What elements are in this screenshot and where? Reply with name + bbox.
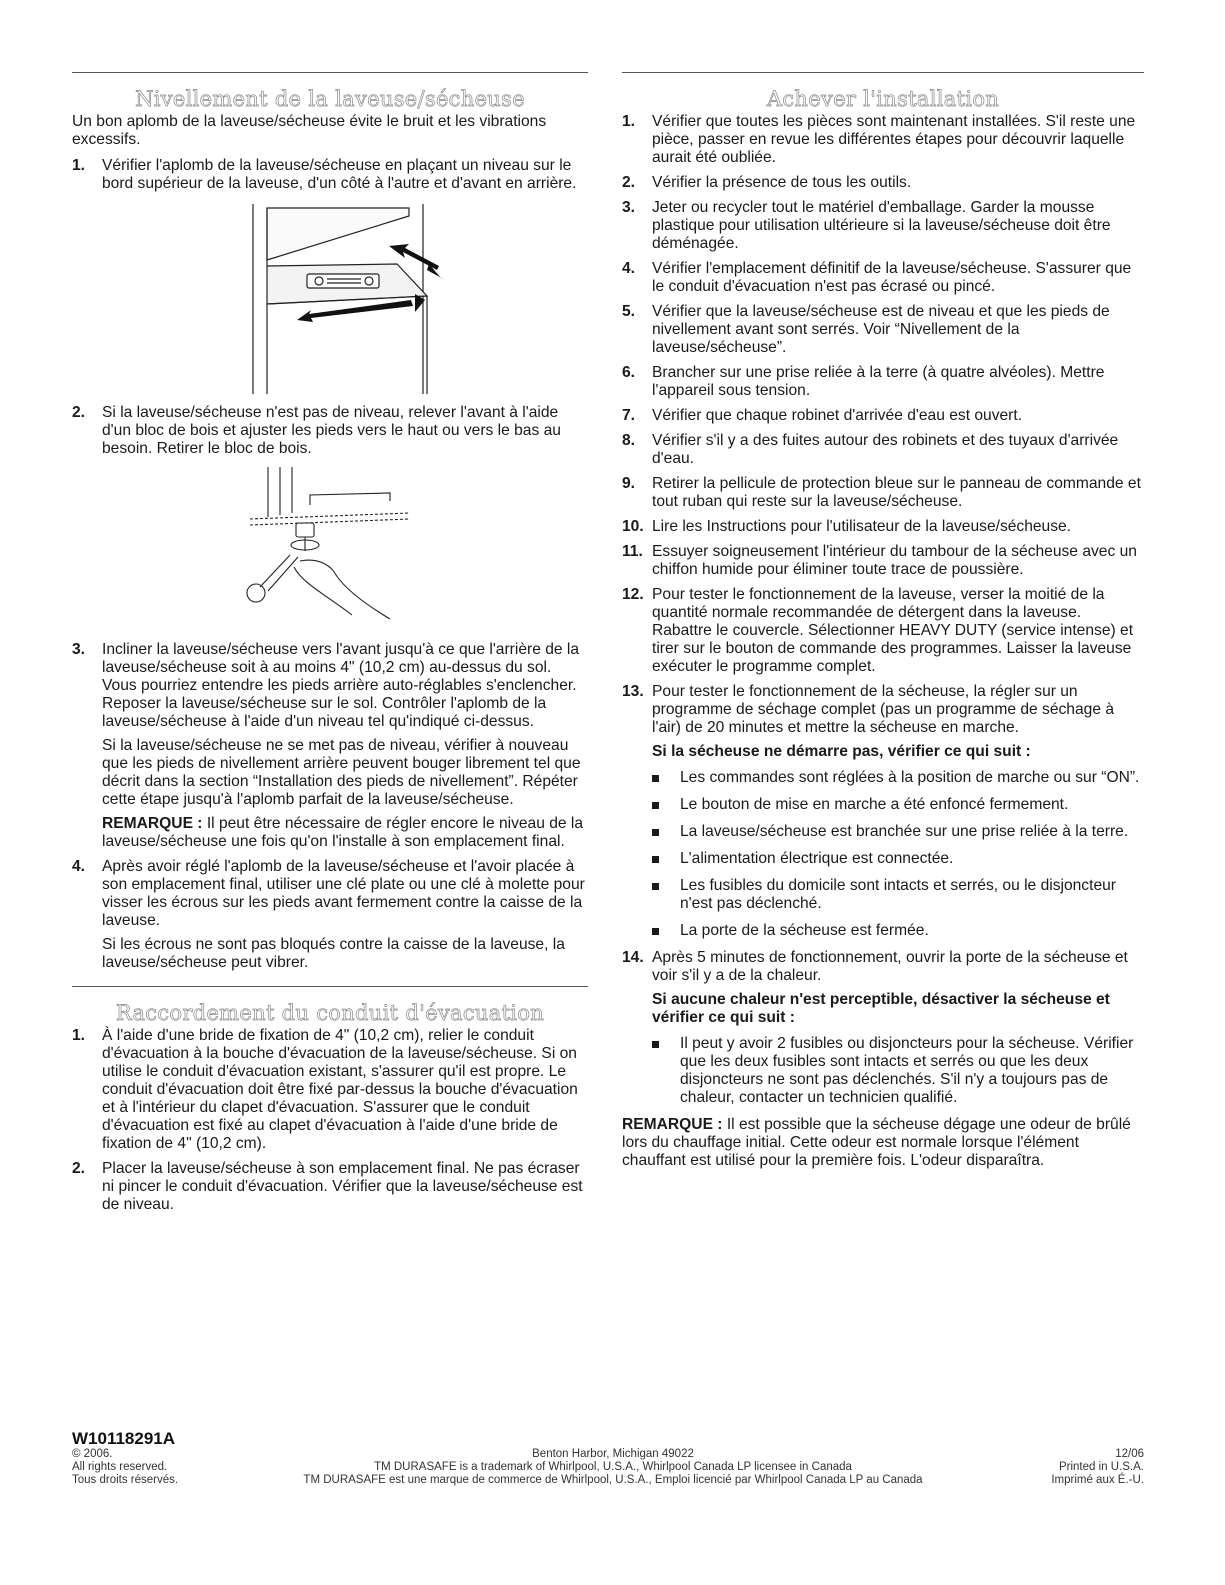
step-text: Incliner la laveuse/sécheuse vers l'avant jusqu'à ce que l'arrière de la laveuse/sécheuse soit à au moins 4" (10,2 cm) au-dessus du sol. Vous pourriez entendre les pieds arrière auto-réglables s'enclencher. Reposer la laveuse/sécheuse sur le sol. Contrôler l'aplomb de la laveuse/sécheuse à l'aide d'un niveau tel qu'indiqué ci-dessus. <box>102 641 580 730</box>
list-item-text: Les fusibles du domicile sont intacts et serrés, ou le disjoncteur n'est pas déclenché. <box>680 877 1116 912</box>
step-number: 5. <box>622 303 636 320</box>
intro-paragraph: Un bon aplomb de la laveuse/sécheuse évite le bruit et les vibrations excessifs. <box>72 113 547 148</box>
step-item <box>622 303 1144 357</box>
step-text: Brancher sur une prise reliée à la terre (à quatre alvéoles). Mettre l'appareil sous tension. <box>652 364 1105 399</box>
nivellement-steps <box>72 157 588 193</box>
step-item <box>622 174 1144 192</box>
step-text: Lire les Instructions pour l'utilisateur de la laveuse/sécheuse. <box>652 518 1072 535</box>
step-number: 2. <box>622 174 636 191</box>
step-text: Jeter ou recycler tout le matériel d'emballage. Garder la mousse plastique pour utilisation ultérieure si la laveuse/sécheuse doit être déménagée. <box>652 199 1111 252</box>
section-divider <box>72 986 588 987</box>
list-item <box>652 877 1144 913</box>
troubleshoot-heading: Si aucune chaleur n'est perceptible, désactiver la sécheuse et vérifier ce qui suit : <box>652 991 1110 1026</box>
check-list <box>652 1035 1144 1107</box>
check-list <box>652 769 1144 940</box>
step-item <box>72 1160 588 1214</box>
note <box>102 815 588 851</box>
step-number: 1. <box>72 1027 86 1044</box>
step-number: 7. <box>622 407 636 424</box>
step-item <box>622 364 1144 400</box>
step-item <box>72 404 588 458</box>
address: Benton Harbor, Michigan 49022 <box>532 1448 694 1460</box>
list-item <box>652 850 1144 868</box>
right-column <box>622 72 1144 1178</box>
step-number: 14. <box>622 949 644 966</box>
printed-fr: Imprimé aux É.-U. <box>1051 1474 1144 1486</box>
step-number: 1. <box>72 157 86 174</box>
step-number: 13. <box>622 683 644 700</box>
leveling-foot-wrench-illustration <box>240 465 420 635</box>
step-number: 4. <box>622 260 636 277</box>
step-extra: Si la laveuse/sécheuse ne se met pas de niveau, vérifier à nouveau que les pieds de nivellement arrière peuvent bouger librement tel que décrit dans la section “Installation des pieds de nivellement”. Répéter cette étape jusqu'à l'aplomb parfait de la laveuse/sécheuse. <box>102 737 581 808</box>
step-text: Vérifier que toutes les pièces sont maintenant installées. S'il reste une pièce, passer en revue les différentes étapes pour découvrir laquelle aurait été oubliée. <box>652 113 1136 166</box>
list-item-text: Les commandes sont réglées à la position de marche ou sur “ON”. <box>680 769 1140 786</box>
step-number: 3. <box>72 641 86 658</box>
step-text: Vérifier que chaque robinet d'arrivée d'eau est ouvert. <box>652 407 1023 424</box>
step-text: Après 5 minutes de fonctionnement, ouvrir la porte de la sécheuse et voir s'il y a de la chaleur. <box>652 949 1128 984</box>
step-text: Pour tester le fonctionnement de la sécheuse, la régler sur un programme de séchage complet (pas un programme de séchage à l'air) de 20 minutes et mettre la sécheuse en marche. <box>652 683 1115 736</box>
list-item <box>652 769 1144 787</box>
footer-right <box>1004 1448 1144 1487</box>
step-item <box>622 432 1144 468</box>
list-item <box>652 1035 1144 1107</box>
nivellement-steps-cont <box>72 404 588 458</box>
step-text: Vérifier la présence de tous les outils. <box>652 174 912 191</box>
step-item <box>622 113 1144 167</box>
step-text: Vérifier que la laveuse/sécheuse est de niveau et que les pieds de nivellement avant sont serrés. Voir “Nivellement de la laveuse/sécheuse”. <box>652 303 1110 356</box>
section-title-achever: Achever l'installation <box>766 87 1000 111</box>
step-item <box>72 157 588 193</box>
troubleshoot-heading: Si la sécheuse ne démarre pas, vérifier ce qui suit : <box>652 743 1031 760</box>
section-title-nivellement: Nivellement de la laveuse/sécheuse <box>135 87 525 111</box>
bullet-square-icon <box>652 802 659 809</box>
document-number: W10118291A <box>72 1429 176 1448</box>
list-item <box>652 823 1144 841</box>
step-item <box>622 683 1144 940</box>
step-text: Après avoir réglé l'aplomb de la laveuse/sécheuse et l'avoir placée à son emplacement final, utiliser une clé plate ou une clé à molette pour visser les écrous sur les pieds avant fermement contre la caisse de la laveuse. <box>102 858 585 929</box>
list-item-text: L'alimentation électrique est connectée. <box>680 850 954 867</box>
list-item <box>652 796 1144 814</box>
left-column <box>72 72 588 1221</box>
list-item <box>652 922 1144 940</box>
step-text: Retirer la pellicule de protection bleue sur le panneau de commande et tout ruban qui reste sur la laveuse/sécheuse. <box>652 475 1141 510</box>
step-number: 3. <box>622 199 636 216</box>
step-item <box>72 1027 588 1153</box>
bullet-square-icon <box>652 928 659 935</box>
note-label: REMARQUE : <box>102 815 203 832</box>
rights-fr: Tous droits réservés. <box>72 1474 179 1486</box>
bullet-square-icon <box>652 883 659 890</box>
section-divider <box>72 72 588 73</box>
achever-steps <box>622 113 1144 1107</box>
step-item <box>622 543 1144 579</box>
step-item <box>622 199 1144 253</box>
page-footer <box>72 1429 1144 1487</box>
step-number: 9. <box>622 475 636 492</box>
step-text: Vérifier s'il y a des fuites autour des robinets et des tuyaux d'arrivée d'eau. <box>652 432 1119 467</box>
list-item-text: Il peut y avoir 2 fusibles ou disjoncteurs pour la sécheuse. Vérifier que les deux fusibles sont intacts et serrés ou que les deux disjoncteurs ne sont pas déclenchés. S'il n'y a toujours pas de chaleur, contacter un technicien qualifié. <box>680 1035 1134 1106</box>
step-item <box>622 260 1144 296</box>
step-text: À l'aide d'une bride de fixation de 4" (10,2 cm), relier le conduit d'évacuation à la bouche d'évacuation de la laveuse/sécheuse. Si on utilise le conduit d'évacuation existant, s'assurer qu'il est propre. Le conduit d'évacuation doit être fixé par-dessus la bouche d'évacuation et à l'intérieur du clapet d'évacuation. S'assurer que le conduit d'évacuation est fixé au clapet d'évacuation à l'aide d'une bride de fixation de 4" (10,2 cm). <box>102 1027 578 1152</box>
step-extra: Si les écrous ne sont pas bloqués contre la caisse de la laveuse, la laveuse/sécheuse peut vibrer. <box>102 936 565 971</box>
copyright: © 2006. <box>72 1448 113 1460</box>
footer-left <box>72 1448 222 1487</box>
step-number: 6. <box>622 364 636 381</box>
section-title-raccordement: Raccordement du conduit d'évacuation <box>115 1001 545 1025</box>
step-number: 12. <box>622 586 644 603</box>
step-number: 1. <box>622 113 636 130</box>
raccordement-steps <box>72 1027 588 1214</box>
step-item <box>622 475 1144 511</box>
bullet-square-icon <box>652 829 659 836</box>
rights-en: All rights reserved. <box>72 1461 168 1473</box>
step-number: 2. <box>72 1160 86 1177</box>
step-text: Essuyer soigneusement l'intérieur du tambour de la sécheuse avec un chiffon humide pour éliminer toute trace de poussière. <box>652 543 1137 578</box>
step-item <box>622 949 1144 1107</box>
step-text: Placer la laveuse/sécheuse à son emplacement final. Ne pas écraser ni pincer le conduit d'évacuation. Vérifier que la laveuse/sécheuse est de niveau. <box>102 1160 583 1213</box>
step-text: Vérifier l'emplacement définitif de la laveuse/sécheuse. S'assurer que le conduit d'évacuation n'est pas écrasé ou pincé. <box>652 260 1132 295</box>
list-item-text: Le bouton de mise en marche a été enfoncé fermement. <box>680 796 1069 813</box>
section-divider <box>622 72 1144 73</box>
nivellement-steps-cont2 <box>72 641 588 972</box>
washer-level-illustration <box>215 200 445 398</box>
step-number: 10. <box>622 518 644 535</box>
trademark-en: TM DURASAFE is a trademark of Whirlpool, U.S.A., Whirlpool Canada LP licensee in Canada <box>374 1461 852 1473</box>
footer-center <box>222 1448 1004 1487</box>
step-item <box>622 586 1144 676</box>
step-item <box>622 407 1144 425</box>
bullet-square-icon <box>652 1041 659 1048</box>
step-text: Vérifier l'aplomb de la laveuse/sécheuse en plaçant un niveau sur le bord supérieur de la laveuse, d'un côté à l'autre et d'avant en arrière. <box>102 157 577 192</box>
print-date: 12/06 <box>1115 1448 1144 1460</box>
note-text: Il est possible que la sécheuse dégage une odeur de brûlé lors du chauffage initial. Cette odeur est normale lorsque l'élément chauffant est utilisé pour la première fois. L'odeur disparaîtra. <box>622 1116 1131 1169</box>
step-number: 11. <box>622 543 643 560</box>
step-number: 2. <box>72 404 86 421</box>
final-note <box>622 1116 1144 1170</box>
step-text: Pour tester le fonctionnement de la laveuse, verser la moitié de la quantité normale recommandée de détergent dans la laveuse. Rabattre le couvercle. Sélectionner HEAVY DUTY (service intense) et tirer sur le bouton de commande des programmes. Laisser la laveuse exécuter le programme complet. <box>652 586 1134 675</box>
note-text: Il peut être nécessaire de régler encore le niveau de la laveuse/sécheuse une fois qu'on l'installe à son emplacement final. <box>102 815 584 850</box>
list-item-text: La laveuse/sécheuse est branchée sur une prise reliée à la terre. <box>680 823 1129 840</box>
step-item <box>72 641 588 851</box>
list-item-text: La porte de la sécheuse est fermée. <box>680 922 929 939</box>
printed-en: Printed in U.S.A. <box>1058 1461 1144 1473</box>
footer-row <box>72 1448 1144 1487</box>
step-item <box>622 518 1144 536</box>
step-number: 8. <box>622 432 636 449</box>
trademark-fr: TM DURASAFE est une marque de commerce de Whirlpool, U.S.A., Emploi licencié par Whirlpool Canada LP au Canada <box>303 1474 923 1486</box>
bullet-square-icon <box>652 775 659 782</box>
note-label: REMARQUE : <box>622 1116 723 1133</box>
step-item <box>72 858 588 972</box>
step-text: Si la laveuse/sécheuse n'est pas de niveau, relever l'avant à l'aide d'un bloc de bois et ajuster les pieds vers le haut ou vers le bas au besoin. Retirer le bloc de bois. <box>102 404 561 457</box>
bullet-square-icon <box>652 856 659 863</box>
step-number: 4. <box>72 858 86 875</box>
